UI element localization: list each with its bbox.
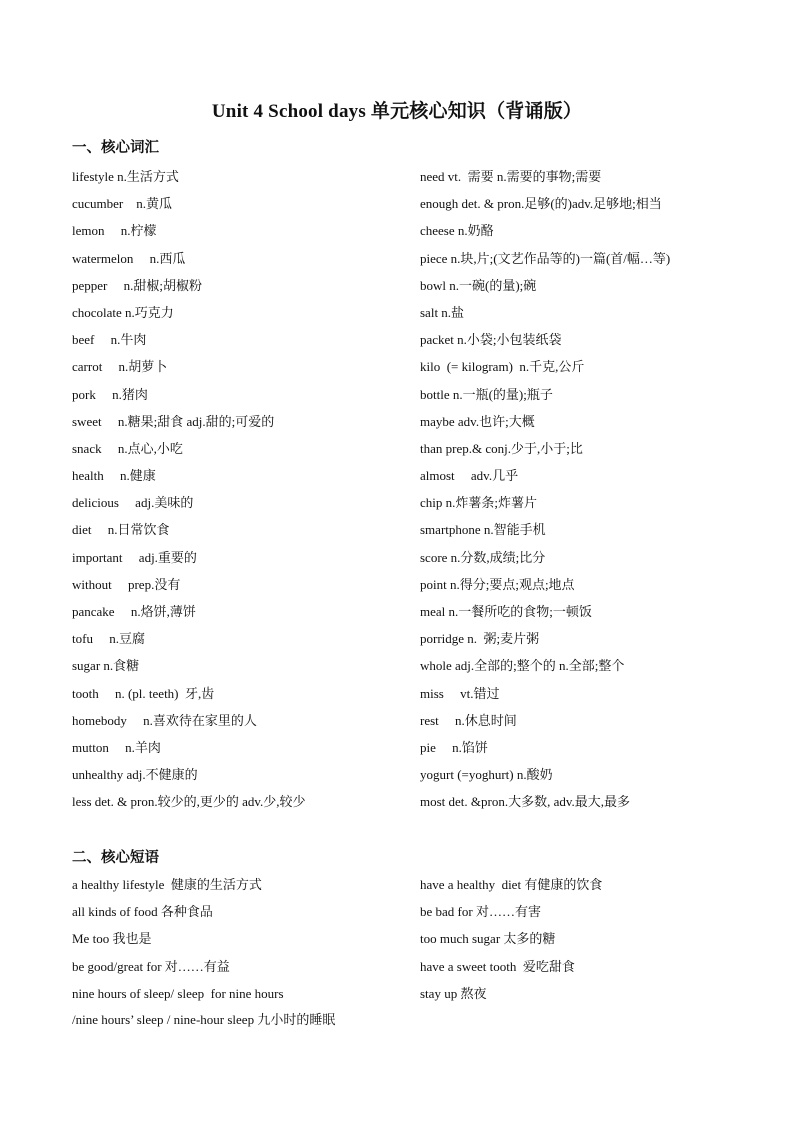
vocab-item: unhealthy adj.不健康的 [72,767,198,783]
vocab-item: miss vt.错过 [420,685,500,701]
vocab-item: pork n.猪肉 [72,386,148,402]
vocab-item: kilo (= kilogram) n.千克,公斤 [420,359,585,375]
vocab-item: important adj.重要的 [72,549,197,565]
vocab-item: lifestyle n.生活方式 [72,169,179,184]
vocab-item: sugar n.食糖 [72,658,140,674]
section-heading-vocabulary: 一、核心词汇 [72,140,159,156]
vocab-item: diet n.日常饮食 [72,522,170,538]
vocab-item: piece n.块,片;(文艺作品等的)一篇(首/幅…等) [420,250,671,266]
phrase-item: have a sweet tooth 爱吃甜食 [420,958,575,974]
vocab-item: need vt. 需要 n.需要的事物;需要 [420,169,602,184]
phrases-right-column [420,871,740,1007]
vocab-item: point n.得分;要点;观点;地点 [420,576,575,592]
vocab-item: mutton n.羊肉 [72,739,161,755]
phrase-item: all kinds of food 各种食品 [72,904,213,920]
phrases-left-column [72,871,412,1032]
vocab-item: porridge n. 粥;麦片粥 [420,631,540,647]
vocab-item: less det. & pron.较少的,更少的 adv.少,较少 [72,794,306,810]
vocab-item: pancake n.烙饼,薄饼 [72,604,196,619]
vocab-item: lemon n.柠檬 [72,223,157,239]
vocab-item: smartphone n.智能手机 [420,522,546,538]
phrase-item: stay up 熬夜 [420,985,487,1001]
vocab-item: enough det. & pron.足够(的)adv.足够地;相当 [420,196,662,212]
section-heading-phrases: 二、核心短语 [72,850,159,866]
phrase-item: be good/great for 对……有益 [72,958,230,974]
vocab-item: watermelon n.西瓜 [72,250,186,266]
phrase-item: /nine hours’ sleep / nine-hour sleep 九小时的睡眠 [72,1011,336,1027]
vocab-item: meal n.一餐所吃的食物;一顿饭 [420,604,592,619]
vocab-item: chocolate n.巧克力 [72,304,174,320]
vocab-item: homebody n.喜欢待在家里的人 [72,712,257,728]
phrase-item: be bad for 对……有害 [420,904,541,920]
vocab-item: most det. &pron.大多数, adv.最大,最多 [420,794,631,810]
vocab-item: than prep.& conj.少于,小于;比 [420,440,583,456]
vocab-item: packet n.小袋;小包装纸袋 [420,332,562,348]
vocab-item: whole adj.全部的;整个的 n.全部;整个 [420,658,625,674]
vocab-item: rest n.休息时间 [420,712,517,728]
phrase-item: too much sugar 太多的糖 [420,931,556,947]
vocab-item: without prep.没有 [72,576,181,592]
vocab-item: tofu n.豆腐 [72,631,145,647]
vocab-item: bowl n.一碗(的量);碗 [420,277,537,293]
vocab-item: beef n.牛肉 [72,332,147,348]
phrase-item: Me too 我也是 [72,931,152,947]
vocab-item: yogurt (=yoghurt) n.酸奶 [420,767,553,783]
vocab-item: tooth n. (pl. teeth) 牙,齿 [72,685,215,701]
vocab-item: salt n.盐 [420,304,465,320]
vocab-item: delicious adj.美味的 [72,495,194,511]
vocab-item: carrot n.胡萝卜 [72,359,168,375]
page-title: Unit 4 School days 单元核心知识（背诵版） [211,101,583,122]
vocabulary-left-column [72,163,412,816]
vocab-item: cheese n.奶酪 [420,223,494,239]
phrase-item: have a healthy diet 有健康的饮食 [420,877,603,892]
vocabulary-right-column [420,163,740,816]
vocab-item: bottle n.一瓶(的量);瓶子 [420,386,553,402]
vocab-item: score n.分数,成绩;比分 [420,549,546,565]
phrase-item: nine hours of sleep/ sleep for nine hours [72,985,284,1001]
vocab-item: chip n.炸薯条;炸薯片 [420,495,537,511]
vocab-item: maybe adv.也许;大概 [420,413,535,429]
vocab-item: pie n.馅饼 [420,739,488,755]
vocab-item: sweet n.糖果;甜食 adj.甜的;可爱的 [72,413,275,429]
vocab-item: pepper n.甜椒;胡椒粉 [72,277,202,293]
vocab-item: almost adv.几乎 [420,468,519,484]
vocab-item: snack n.点心,小吃 [72,440,183,456]
vocab-item: health n.健康 [72,468,156,484]
vocab-item: cucumber n.黄瓜 [72,196,173,212]
phrase-item: a healthy lifestyle 健康的生活方式 [72,877,262,892]
